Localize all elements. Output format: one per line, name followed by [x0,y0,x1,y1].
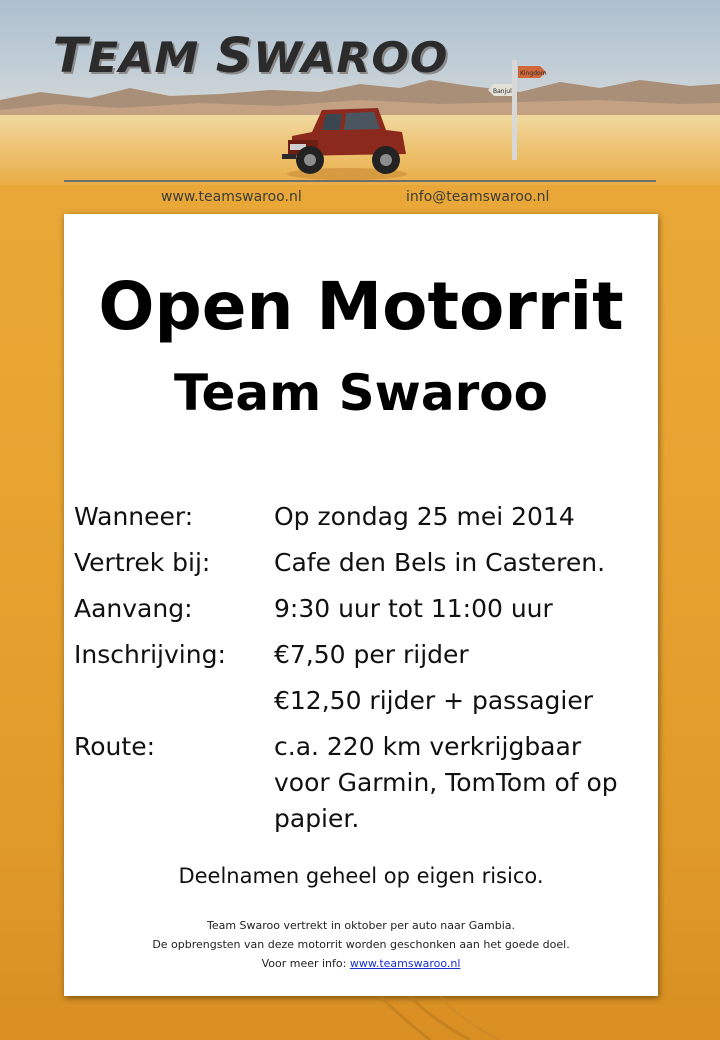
detail-label: Vertrek bij: [74,548,211,577]
detail-label: Inschrijving: [74,640,226,669]
detail-value: Op zondag 25 mei 2014 [274,502,575,531]
detail-value: c.a. 220 km verkrijgbaar [274,732,582,761]
flyer-subtitle: Team Swaroo [174,364,548,422]
footer-line-1: Team Swaroo vertrekt in oktober per auto naar Gambia. [206,919,516,932]
detail-label: Aanvang: [74,594,193,623]
disclaimer-text: Deelnamen geheel op eigen risico. [178,864,544,888]
detail-label: Route: [74,732,155,761]
header-email: info@teamswaroo.nl [406,189,550,205]
detail-value: papier. [274,804,360,833]
footer-line-3 [64,957,658,970]
detail-value: voor Garmin, TomTom of op [274,768,618,797]
header-website: www.teamswaroo.nl [161,189,302,205]
detail-value: €12,50 rijder + passagier [274,686,593,715]
footer-line-2: De opbrengsten van deze motorrit worden geschonken aan het goede doel. [152,938,570,951]
sand-tracks [0,996,720,1040]
detail-value: Cafe den Bels in Casteren. [274,548,606,577]
signpost-top-label: Kingdom [520,70,547,77]
jeep-image [282,96,412,182]
footer-website-link[interactable]: www.teamswaroo.nl [349,957,461,970]
footer-info-prefix: Voor meer info: [261,957,350,970]
detail-value: €7,50 per rijder [274,640,469,669]
header-divider [64,180,656,182]
signpost-image [488,58,548,162]
detail-label: Wanneer: [74,502,194,531]
flyer-title: Open Motorrit [98,268,624,345]
signpost-bottom-label: Banjul [493,88,512,95]
team-swaroo-logo: TEAM SWAROO [52,28,449,84]
detail-value: 9:30 uur tot 11:00 uur [274,594,553,623]
flyer-card [64,214,658,996]
